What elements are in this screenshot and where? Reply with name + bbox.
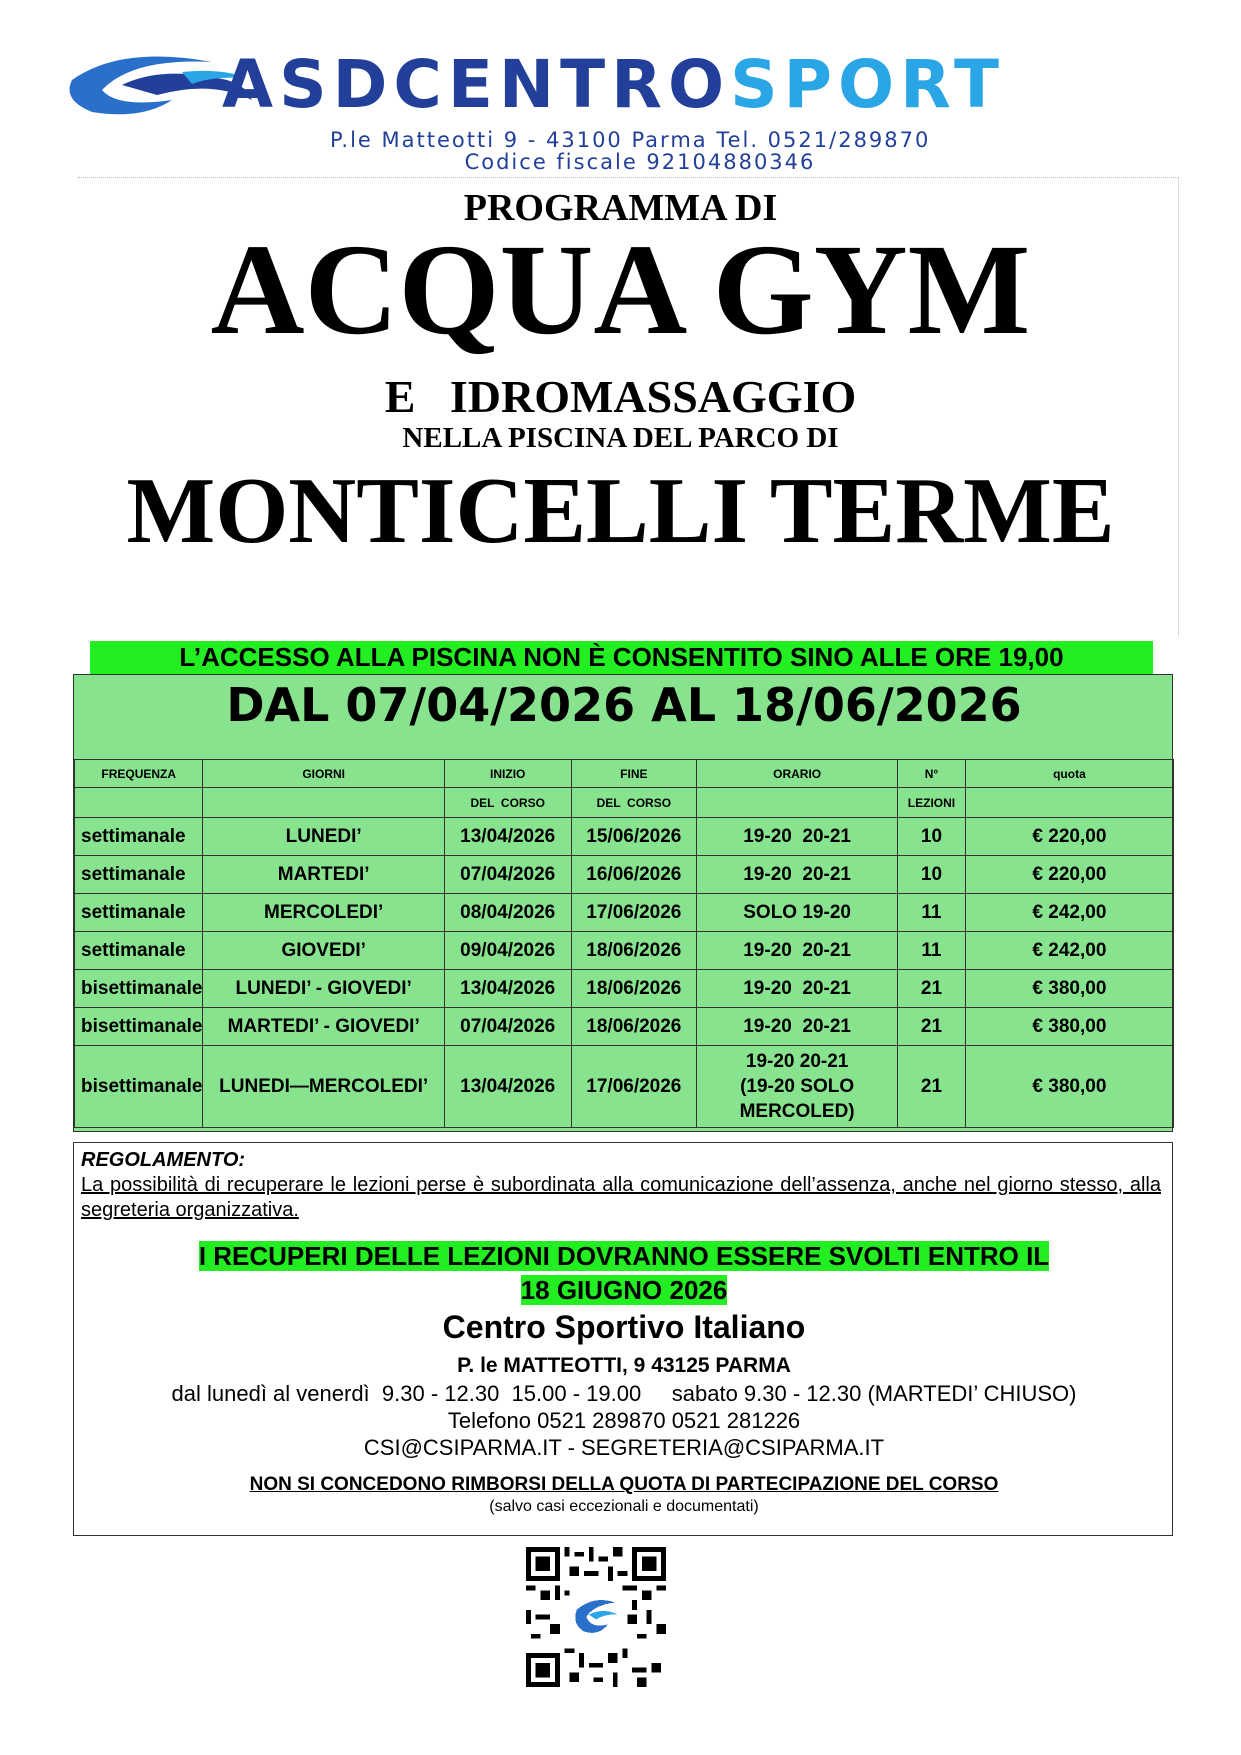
brand-name-part2: SPORT	[730, 46, 1005, 123]
recovery-notice-line2	[74, 1275, 1174, 1306]
cell-days: LUNEDI—MERCOLEDI’	[203, 1046, 444, 1128]
title-location-intro: NELLA PISCINA DEL PARCO DI	[402, 422, 839, 454]
cell-end: 17/06/2026	[571, 894, 697, 932]
cell-time: 19-20 20-21	[697, 932, 898, 970]
header-fee: quota	[965, 760, 1173, 788]
cell-start: 13/04/2026	[444, 1046, 571, 1128]
recovery-notice-line1	[74, 1241, 1174, 1272]
cell-time: 19-20 20-21	[697, 818, 898, 856]
cell-time: 19-20 20-21	[697, 970, 898, 1008]
table-row	[75, 894, 1174, 932]
cell-fee: € 220,00	[965, 856, 1173, 894]
schedule-panel	[73, 674, 1173, 1132]
cell-days: MARTEDI’ - GIOVEDI’	[203, 1008, 444, 1046]
header-days: GIORNI	[203, 760, 444, 788]
header-tax-code: Codice fiscale 92104880346	[464, 150, 816, 174]
cell-time: 19-20 20-21	[697, 856, 898, 894]
cell-frequency: bisettimanale	[75, 1046, 203, 1128]
table-row	[75, 856, 1174, 894]
cell-time-line: (19-20 SOLO	[740, 1076, 855, 1097]
cell-start: 13/04/2026	[444, 818, 571, 856]
cell-fee: € 242,00	[965, 894, 1173, 932]
table-row	[75, 932, 1174, 970]
rules-box	[73, 1142, 1173, 1536]
cell-frequency: bisettimanale	[75, 1008, 203, 1046]
header2-fee	[965, 788, 1173, 818]
cell-days: GIOVEDI’	[203, 932, 444, 970]
cell-time	[697, 1046, 898, 1128]
header-frequency: FREQUENZA	[75, 760, 203, 788]
cell-lessons: 21	[898, 1008, 966, 1046]
cell-lessons: 10	[898, 818, 966, 856]
header2-lessons: LEZIONI	[898, 788, 966, 818]
cell-fee: € 380,00	[965, 1008, 1173, 1046]
cell-days: MARTEDI’	[203, 856, 444, 894]
header2-start: DEL CORSO	[444, 788, 571, 818]
org-name: Centro Sportivo Italiano	[442, 1309, 806, 1345]
qr-code-icon[interactable]	[526, 1547, 666, 1687]
recovery-notice-text2: 18 GIUGNO 2026	[520, 1275, 728, 1305]
title-sub: E IDROMASSAGGIO	[384, 371, 857, 422]
cell-time: 19-20 20-21	[697, 1008, 898, 1046]
cell-days: LUNEDI’ - GIOVEDI’	[203, 970, 444, 1008]
cell-end: 15/06/2026	[571, 818, 697, 856]
cell-fee: € 380,00	[965, 970, 1173, 1008]
cell-lessons: 11	[898, 894, 966, 932]
table-row	[75, 970, 1174, 1008]
header2-end: DEL CORSO	[571, 788, 697, 818]
org-phones: Telefono 0521 289870 0521 281226	[447, 1408, 801, 1433]
org-hours: dal lunedì al venerdì 9.30 - 12.30 15.00 - 19.00 sabato 9.30 - 12.30 (MARTEDI’ CHIUSO)	[171, 1381, 1077, 1406]
header-address: P.le Matteotti 9 - 43100 Parma Tel. 0521/289870	[330, 128, 931, 152]
cell-lessons: 11	[898, 932, 966, 970]
title-main: ACQUA GYM	[210, 218, 1031, 362]
header-time: ORARIO	[697, 760, 898, 788]
refund-note: (salvo casi eccezionali e documentati)	[489, 1498, 759, 1515]
cell-start: 13/04/2026	[444, 970, 571, 1008]
cell-end: 18/06/2026	[571, 970, 697, 1008]
date-range: DAL 07/04/2026 AL 18/06/2026	[226, 678, 1022, 732]
title-location: MONTICELLI TERME	[126, 459, 1115, 563]
cell-time-line: 19-20 20-21	[745, 1051, 849, 1072]
no-refund-notice: NON SI CONCEDONO RIMBORSI DELLA QUOTA DI PARTECIPAZIONE DEL CORSO	[249, 1474, 999, 1495]
cell-lessons: 21	[898, 970, 966, 1008]
header2-days	[203, 788, 444, 818]
recovery-notice-text1: I RECUPERI DELLE LEZIONI DOVRANNO ESSERE SVOLTI ENTRO IL	[198, 1241, 1050, 1271]
cell-start: 07/04/2026	[444, 1008, 571, 1046]
org-emails[interactable]: CSI@CSIPARMA.IT - SEGRETERIA@CSIPARMA.IT	[363, 1435, 885, 1460]
cell-time: SOLO 19-20	[697, 894, 898, 932]
org-address: P. le MATTEOTTI, 9 43125 PARMA	[457, 1354, 791, 1377]
cell-days: MERCOLEDI’	[203, 894, 444, 932]
cell-start: 08/04/2026	[444, 894, 571, 932]
brand-name-part1: ASDCENTRO	[222, 46, 731, 123]
frame-divider	[78, 177, 1178, 178]
access-notice: L’ACCESSO ALLA PISCINA NON È CONSENTITO SINO ALLE ORE 19,00	[90, 641, 1153, 674]
cell-start: 07/04/2026	[444, 856, 571, 894]
cell-end: 17/06/2026	[571, 1046, 697, 1128]
header-start: INIZIO	[444, 760, 571, 788]
cell-frequency: settimanale	[75, 932, 203, 970]
header-end: FINE	[571, 760, 697, 788]
schedule-table	[74, 759, 1174, 1128]
cell-time-line: MERCOLED)	[739, 1101, 855, 1122]
cell-start: 09/04/2026	[444, 932, 571, 970]
table-row	[75, 1046, 1174, 1128]
rules-title: REGOLAMENTO:	[81, 1149, 246, 1171]
cell-fee: € 220,00	[965, 818, 1173, 856]
table-header-row-2	[75, 788, 1174, 818]
cell-lessons: 10	[898, 856, 966, 894]
cell-lessons: 21	[898, 1046, 966, 1128]
header-number: N°	[898, 760, 966, 788]
cell-fee: € 380,00	[965, 1046, 1173, 1128]
table-header-row	[75, 760, 1174, 788]
cell-end: 18/06/2026	[571, 932, 697, 970]
cell-end: 18/06/2026	[571, 1008, 697, 1046]
table-row	[75, 1008, 1174, 1046]
cell-frequency: settimanale	[75, 894, 203, 932]
header2-time	[697, 788, 898, 818]
cell-frequency: bisettimanale	[75, 970, 203, 1008]
title-program-of: PROGRAMMA DI	[463, 187, 778, 229]
cell-fee: € 242,00	[965, 932, 1173, 970]
brand-name	[222, 46, 1005, 123]
header2-frequency	[75, 788, 203, 818]
table-row	[75, 818, 1174, 856]
cell-frequency: settimanale	[75, 856, 203, 894]
cell-frequency: settimanale	[75, 818, 203, 856]
rules-text: La possibilità di recuperare le lezioni perse è subordinata alla comunicazione dell’assenza, anche nel giorno stesso, alla segreteria organizzativa.	[81, 1174, 1161, 1221]
cell-end: 16/06/2026	[571, 856, 697, 894]
cell-days: LUNEDI’	[203, 818, 444, 856]
